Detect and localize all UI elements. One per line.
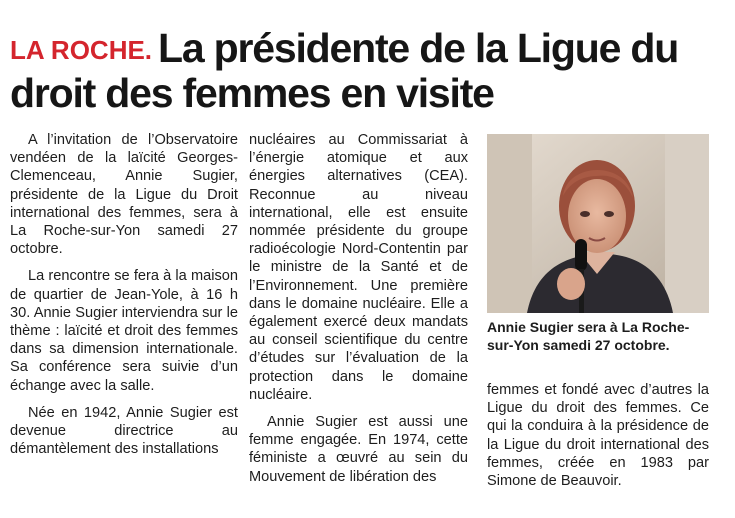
article-paragraph-4-continued: femmes et fondé avec d’autres la Ligue du droit des femmes. Ce qui la conduira à la présidence de la Ligue du droit international des femmes, créée en 1983 par Simone de Beauvoir. bbox=[487, 382, 709, 490]
article-paragraph-3-continued: nucléaires au Commissariat à l’énergie atomique et aux énergies alternatives (CEA). Reconnue au niveau international, elle est ensuite nommée présidente du groupe radioécologie Nord-Contentin par le ministre de la Santé et de l’Environnement. Une première dans le domaine nucléaire. Elle a également exercé deux mandats au conseil scientifique du centre d’études sur l’évaluation de la protection dans le domaine nucléaire. bbox=[249, 132, 468, 403]
headline-kicker: LA ROCHE. bbox=[10, 35, 153, 65]
article-paragraph-1: A l’invitation de l’Observatoire vendéen de la laïcité Georges-Clemenceau, Annie Sugier, présidente de la Ligue du Droit international des femmes, sera à La Roche-sur-Yon samedi 27 octobre. bbox=[10, 132, 238, 258]
portrait-image bbox=[487, 134, 709, 313]
headline-title: La présidente de la Ligue du droit des femmes en visite bbox=[10, 25, 679, 116]
headline bbox=[10, 27, 730, 115]
photo-caption: Annie Sugier sera à La Roche-sur-Yon samedi 27 octobre. bbox=[487, 319, 690, 353]
article-paragraph-4-start: Annie Sugier est aussi une femme engagée. En 1974, cette féministe a œuvré au sein du Mouvement de libération des bbox=[249, 414, 468, 485]
article-paragraph-2: La rencontre se fera à la maison de quartier de Jean-Yole, à 16 h 30. Annie Sugier interviendra sur le thème : laïcité et droit des femmes dans sa dimension internationale. Sa conférence sera suivie d’un échange avec la salle. bbox=[10, 268, 238, 394]
article-paragraph-3-start: Née en 1942, Annie Sugier est devenue directrice au démantèlement des installations bbox=[10, 404, 238, 458]
article-column-3 bbox=[487, 381, 709, 499]
article-column-1 bbox=[10, 131, 238, 467]
article-column-2 bbox=[249, 131, 468, 495]
portrait-photo bbox=[487, 134, 709, 313]
